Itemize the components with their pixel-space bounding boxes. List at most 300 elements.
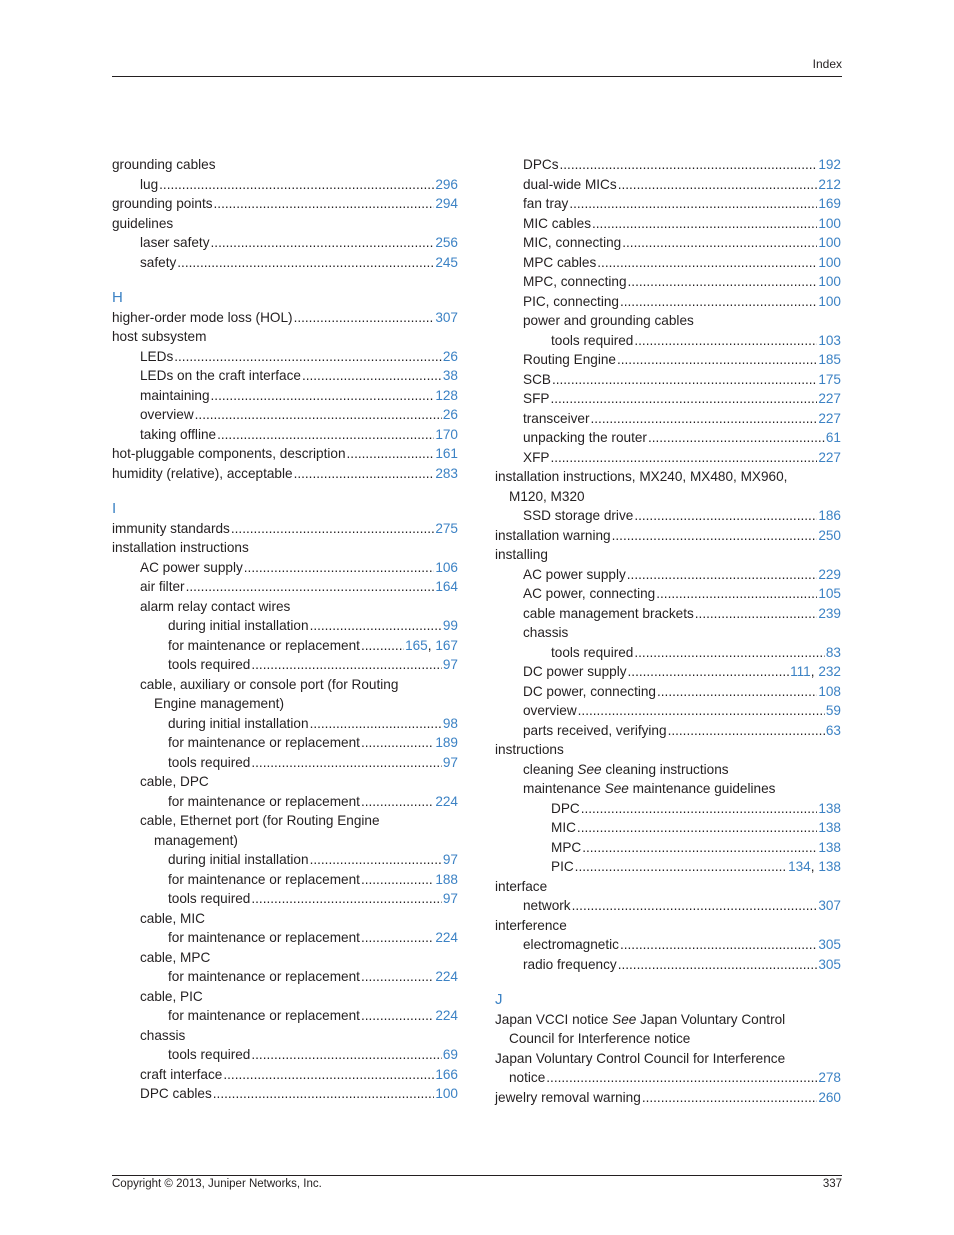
page-link[interactable]: 97 xyxy=(442,657,458,672)
entry-label: maintenance xyxy=(523,781,605,796)
page-link[interactable]: 100 xyxy=(818,215,841,231)
page-references xyxy=(443,347,458,367)
page-link[interactable]: 305 xyxy=(818,956,841,972)
index-entry xyxy=(112,194,458,214)
page-link[interactable]: 294 xyxy=(435,196,458,211)
entry-label: alarm relay contact wires xyxy=(140,598,291,614)
page-link[interactable]: 63 xyxy=(825,722,841,738)
dot-leader xyxy=(569,194,817,214)
dot-leader xyxy=(211,386,435,406)
index-entry xyxy=(112,327,458,347)
dot-leader xyxy=(177,253,434,273)
page-link[interactable]: 227 xyxy=(818,391,841,406)
dot-leader xyxy=(310,616,442,636)
page-references xyxy=(826,721,841,741)
index-entry xyxy=(495,1088,841,1108)
index-entry xyxy=(112,558,458,578)
index-entry xyxy=(495,604,841,624)
running-header-section: Index xyxy=(812,57,842,71)
page-references xyxy=(443,655,458,675)
index-entry xyxy=(112,233,458,253)
page-references xyxy=(818,682,841,702)
index-entry xyxy=(495,350,841,370)
entry-label: for maintenance or replacement xyxy=(168,1008,360,1023)
index-entry xyxy=(495,272,841,292)
page-references xyxy=(818,1088,841,1108)
entry-label: higher-order mode loss (HOL) xyxy=(112,309,293,325)
entry-label: laser safety xyxy=(140,235,210,250)
page-link[interactable]: 186 xyxy=(818,508,841,523)
index-entry xyxy=(112,1006,458,1026)
index-entry xyxy=(112,948,458,968)
page-link[interactable]: 278 xyxy=(818,1070,841,1085)
index-entry xyxy=(112,308,458,328)
index-entry xyxy=(495,740,841,760)
index-entry xyxy=(112,811,458,850)
page-references xyxy=(443,714,458,734)
entry-label-continuation: notice xyxy=(509,1070,546,1085)
page-references xyxy=(435,558,458,578)
page-link[interactable]: 167 xyxy=(435,637,458,653)
page-link[interactable]: 69 xyxy=(442,1047,458,1062)
page-link[interactable]: 307 xyxy=(435,309,458,325)
index-entry xyxy=(495,370,841,390)
page-references xyxy=(818,370,841,390)
page-references xyxy=(818,194,841,214)
entry-label: air filter xyxy=(140,579,185,594)
entry-label: tools required xyxy=(551,644,634,660)
page-references xyxy=(443,753,458,773)
page-link[interactable]: 166 xyxy=(435,1066,458,1082)
index-entry xyxy=(112,987,458,1007)
dot-leader xyxy=(628,662,790,682)
entry-label: during initial installation xyxy=(168,715,309,731)
entry-label: DPCs xyxy=(523,157,559,172)
index-entry xyxy=(495,409,841,429)
page-link[interactable]: 296 xyxy=(435,176,458,192)
entry-label-continuation: Engine management) xyxy=(154,696,284,711)
index-entry xyxy=(495,428,841,448)
entry-label: for maintenance or replacement xyxy=(168,735,360,750)
page-references xyxy=(818,350,841,370)
entry-label: radio frequency xyxy=(523,956,617,972)
page-references xyxy=(435,308,458,328)
index-entry xyxy=(495,448,841,468)
entry-label: chassis xyxy=(140,1027,186,1043)
footer-copyright: Copyright © 2013, Juniper Networks, Inc. xyxy=(112,1178,322,1190)
dot-leader xyxy=(552,370,817,390)
dot-leader xyxy=(211,233,435,253)
page-link[interactable]: 138 xyxy=(818,820,841,835)
entry-label: tools required xyxy=(168,657,251,672)
index-entry xyxy=(112,214,458,234)
page-link[interactable]: 212 xyxy=(818,176,841,192)
page-link[interactable]: 169 xyxy=(818,196,841,211)
page-references xyxy=(435,194,458,214)
dot-leader xyxy=(159,175,434,195)
entry-label: cable, MIC xyxy=(140,910,205,926)
page-references xyxy=(818,233,841,253)
index-entry xyxy=(112,386,458,406)
page-references xyxy=(443,850,458,870)
index-entry xyxy=(495,467,841,506)
index-entry xyxy=(495,565,841,585)
index-entry xyxy=(495,643,841,663)
entry-label: DC power, connecting xyxy=(523,683,656,699)
dot-leader xyxy=(618,175,818,195)
entry-label: cable, PIC xyxy=(140,988,203,1004)
page-link[interactable]: 188 xyxy=(435,871,458,887)
page-references xyxy=(818,155,841,175)
page-references xyxy=(818,1068,841,1088)
index-entry xyxy=(495,838,841,858)
index-entry xyxy=(495,1010,841,1049)
entry-label: MPC, connecting xyxy=(523,274,627,289)
entry-label: unpacking the router xyxy=(523,430,647,445)
index-entry xyxy=(112,464,458,484)
index-entry xyxy=(112,850,458,870)
page-references xyxy=(435,967,458,987)
index-entry xyxy=(112,1065,458,1085)
page-link[interactable]: 100 xyxy=(818,274,841,289)
dot-leader xyxy=(294,308,435,328)
entry-label: maintaining xyxy=(140,387,210,403)
page-references xyxy=(818,253,841,273)
dot-leader xyxy=(361,733,434,753)
page-link[interactable]: 83 xyxy=(825,644,841,660)
page-references xyxy=(818,604,841,624)
entry-label: MIC, connecting xyxy=(523,235,622,250)
index-entry xyxy=(112,714,458,734)
index-letter-heading: H xyxy=(112,289,123,306)
page-references: 165, 167 xyxy=(405,637,458,653)
page-link[interactable]: 97 xyxy=(442,891,458,906)
dot-leader xyxy=(251,1045,442,1065)
index-entry xyxy=(112,792,458,812)
entry-label: for maintenance or replacement xyxy=(168,930,360,945)
page-link[interactable]: 108 xyxy=(818,683,841,699)
entry-label: cleaning xyxy=(523,761,578,777)
entry-label: for maintenance or replacement xyxy=(168,871,360,887)
page-references xyxy=(818,331,841,351)
index-entry xyxy=(112,616,458,636)
dot-leader xyxy=(578,701,825,721)
entry-label: grounding cables xyxy=(112,157,216,172)
page-link[interactable]: 103 xyxy=(818,332,841,348)
page-link[interactable]: 38 xyxy=(442,368,458,383)
entry-label: taking offline xyxy=(140,426,217,442)
page-references xyxy=(435,870,458,890)
index-entry xyxy=(495,623,841,643)
page-link[interactable]: 106 xyxy=(435,559,458,575)
index-entry xyxy=(112,1026,458,1046)
entry-label: dual-wide MICs xyxy=(523,176,617,192)
footer-page-number: 337 xyxy=(822,1178,842,1190)
dot-leader xyxy=(186,577,435,597)
entry-label: immunity standards xyxy=(112,520,230,536)
see-reference-target: maintenance guidelines xyxy=(628,781,776,796)
entry-label: for maintenance or replacement xyxy=(168,793,360,809)
entry-label: cable, Ethernet port (for Routing Engine xyxy=(140,813,380,828)
page-references: 134, 138 xyxy=(788,859,841,874)
page-link[interactable]: 97 xyxy=(442,754,458,770)
page-link[interactable]: 161 xyxy=(435,446,458,461)
page-references xyxy=(818,526,841,546)
entry-label: DPC cables xyxy=(140,1086,212,1101)
page-references xyxy=(435,733,458,753)
page-references xyxy=(435,792,458,812)
index-entry xyxy=(112,675,458,714)
page-link[interactable]: 100 xyxy=(818,254,841,270)
page-link[interactable]: 61 xyxy=(825,430,841,445)
page-link[interactable]: 260 xyxy=(818,1089,841,1105)
dot-leader xyxy=(620,292,817,312)
dot-leader xyxy=(244,558,435,578)
page-link[interactable]: 275 xyxy=(435,520,458,536)
page-link[interactable]: 26 xyxy=(442,348,458,364)
page-references xyxy=(818,272,841,292)
entry-label: hot-pluggable components, description xyxy=(112,446,346,461)
index-entry xyxy=(495,760,841,780)
page-link[interactable]: 224 xyxy=(435,969,458,984)
entry-label-continuation: Council for Interference notice xyxy=(509,1031,691,1046)
page-link[interactable]: 283 xyxy=(435,465,458,481)
entry-label: installation instructions xyxy=(112,540,249,555)
entry-label: for maintenance or replacement xyxy=(168,969,360,984)
page-references xyxy=(818,565,841,585)
index-entry xyxy=(495,311,841,331)
index-entry xyxy=(112,366,458,386)
index-entry xyxy=(495,194,841,214)
dot-leader xyxy=(310,714,442,734)
page-link[interactable]: 224 xyxy=(435,793,458,809)
index-entry xyxy=(112,655,458,675)
page-link[interactable]: 99 xyxy=(442,618,458,633)
index-entry xyxy=(495,545,841,565)
page-link[interactable]: 98 xyxy=(442,715,458,731)
index-entry xyxy=(495,506,841,526)
dot-leader xyxy=(302,366,442,386)
dot-leader xyxy=(657,682,817,702)
dot-leader xyxy=(550,389,817,409)
index-entry xyxy=(112,909,458,929)
index-letter-heading: I xyxy=(112,500,117,517)
page-link[interactable]: 250 xyxy=(818,527,841,543)
index-entry xyxy=(495,721,841,741)
entry-label: AC power supply xyxy=(140,559,243,575)
page-link[interactable]: 128 xyxy=(435,387,458,403)
index-entry xyxy=(112,928,458,948)
index-entry xyxy=(495,526,841,546)
page-references xyxy=(435,444,458,464)
entry-label: grounding points xyxy=(112,196,213,211)
entry-label: MPC cables xyxy=(523,254,597,270)
page-link[interactable]: 170 xyxy=(435,426,458,442)
index-entry xyxy=(112,425,458,445)
page-references xyxy=(818,214,841,234)
index-entry xyxy=(495,584,841,604)
entry-label: during initial installation xyxy=(168,618,309,633)
dot-leader xyxy=(294,464,435,484)
page-link[interactable]: 100 xyxy=(818,235,841,250)
page-link[interactable]: 164 xyxy=(435,579,458,594)
index-entry xyxy=(495,877,841,897)
index-column-left xyxy=(112,155,458,1104)
page-link[interactable]: 105 xyxy=(818,586,841,601)
entry-label: installing xyxy=(495,547,548,562)
dot-leader xyxy=(590,409,817,429)
page-link[interactable]: 175 xyxy=(818,371,841,387)
page-link[interactable]: 185 xyxy=(818,352,841,367)
entry-label: interface xyxy=(495,878,548,894)
index-entry xyxy=(112,1084,458,1104)
entry-label: cable, MPC xyxy=(140,949,211,965)
dot-leader xyxy=(361,967,434,987)
entry-label: AC power, connecting xyxy=(523,586,656,601)
index-entry xyxy=(495,292,841,312)
page-link[interactable]: 97 xyxy=(442,852,458,867)
index-entry xyxy=(112,636,458,656)
dot-leader xyxy=(642,1088,818,1108)
index-entry xyxy=(495,935,841,955)
dot-leader xyxy=(668,721,825,741)
entry-label: tools required xyxy=(551,332,634,348)
dot-leader xyxy=(223,1065,434,1085)
page-references xyxy=(818,506,841,526)
page-references xyxy=(435,928,458,948)
index-entry xyxy=(495,389,841,409)
page-references xyxy=(443,1045,458,1065)
page-link[interactable]: 307 xyxy=(818,898,841,913)
entry-label: transceiver xyxy=(523,410,590,426)
page-references xyxy=(443,405,458,425)
dot-leader xyxy=(174,347,442,367)
index-entry xyxy=(495,214,841,234)
see-reference-keyword: See xyxy=(577,761,602,777)
dot-leader xyxy=(622,233,817,253)
dot-leader xyxy=(620,935,817,955)
page-link[interactable]: 165 xyxy=(405,637,428,653)
index-column-right xyxy=(495,155,841,1107)
page-references xyxy=(818,292,841,312)
page-link[interactable]: 256 xyxy=(435,235,458,250)
page-references xyxy=(818,818,841,838)
index-entry xyxy=(112,538,458,558)
entry-label: MIC xyxy=(551,820,576,835)
index-entry xyxy=(112,347,458,367)
page-references xyxy=(818,896,841,916)
entry-label: cable management brackets xyxy=(523,605,694,621)
dot-leader xyxy=(695,604,818,624)
page-references xyxy=(435,1084,458,1104)
entry-label: electromagnetic xyxy=(523,937,619,952)
index-entry xyxy=(112,753,458,773)
index-entry xyxy=(495,1049,841,1088)
entry-label: SCB xyxy=(523,371,551,387)
index-entry xyxy=(112,967,458,987)
page-references xyxy=(818,448,841,468)
dot-leader xyxy=(550,448,817,468)
page-link[interactable]: 229 xyxy=(818,566,841,582)
entry-label: PIC, connecting xyxy=(523,293,619,309)
dot-leader xyxy=(310,850,442,870)
page-link[interactable]: 232 xyxy=(818,664,841,679)
index-entry xyxy=(495,662,841,682)
dot-leader xyxy=(361,792,434,812)
index-entry xyxy=(112,444,458,464)
entry-label: interference xyxy=(495,917,567,933)
index-entry xyxy=(495,701,841,721)
entry-label: for maintenance or replacement xyxy=(168,637,360,653)
page-link[interactable]: 245 xyxy=(435,254,458,270)
entry-label: fan tray xyxy=(523,196,569,211)
page-link[interactable]: 138 xyxy=(818,839,841,855)
dot-leader xyxy=(577,818,817,838)
page-link[interactable]: 224 xyxy=(435,930,458,945)
dot-leader xyxy=(251,753,442,773)
entry-label: installation instructions, MX240, MX480, MX960, xyxy=(495,469,788,484)
page-link[interactable]: 239 xyxy=(818,605,841,621)
page-link[interactable]: 100 xyxy=(435,1086,458,1101)
see-reference-keyword: See xyxy=(612,1011,637,1027)
entry-label: PIC xyxy=(551,859,574,874)
footer-rule xyxy=(112,1175,842,1176)
page-link[interactable]: 138 xyxy=(818,859,841,874)
page-references xyxy=(818,409,841,429)
page-link[interactable]: 100 xyxy=(818,293,841,309)
page-references xyxy=(818,955,841,975)
dot-leader xyxy=(617,350,817,370)
page-link[interactable]: 189 xyxy=(435,735,458,750)
page-link[interactable]: 138 xyxy=(818,800,841,816)
index-entry xyxy=(495,955,841,975)
entry-label: Routing Engine xyxy=(523,352,616,367)
page-link[interactable]: 224 xyxy=(435,1008,458,1023)
page-link[interactable]: 227 xyxy=(818,410,841,426)
index-entry xyxy=(495,857,841,877)
page-link[interactable]: 111 xyxy=(790,664,811,679)
dot-leader xyxy=(361,636,404,656)
index-entry xyxy=(112,1045,458,1065)
entry-label: overview xyxy=(523,703,577,718)
entry-label: Japan VCCI notice xyxy=(495,1011,613,1027)
page-link[interactable]: 26 xyxy=(442,407,458,422)
page-references xyxy=(435,577,458,597)
page-link[interactable]: 134 xyxy=(788,859,811,874)
entry-label: during initial installation xyxy=(168,852,309,867)
entry-label: guidelines xyxy=(112,215,174,231)
page-link[interactable]: 59 xyxy=(825,703,841,718)
page-references xyxy=(435,519,458,539)
entry-label: tools required xyxy=(168,1047,251,1062)
page-link[interactable]: 192 xyxy=(818,157,841,172)
index-entry xyxy=(495,818,841,838)
index-entry xyxy=(495,896,841,916)
index-letter-heading: J xyxy=(495,991,503,1008)
page-references xyxy=(443,366,458,386)
index-entry xyxy=(495,331,841,351)
entry-label: network xyxy=(523,898,571,913)
index-entry xyxy=(112,253,458,273)
page-references xyxy=(818,175,841,195)
page-references xyxy=(435,1065,458,1085)
page-link[interactable]: 305 xyxy=(818,937,841,952)
entry-label: parts received, verifying xyxy=(523,722,667,738)
index-entry xyxy=(495,916,841,936)
index-entry xyxy=(495,682,841,702)
index-entry xyxy=(112,519,458,539)
page-link[interactable]: 227 xyxy=(818,449,841,465)
